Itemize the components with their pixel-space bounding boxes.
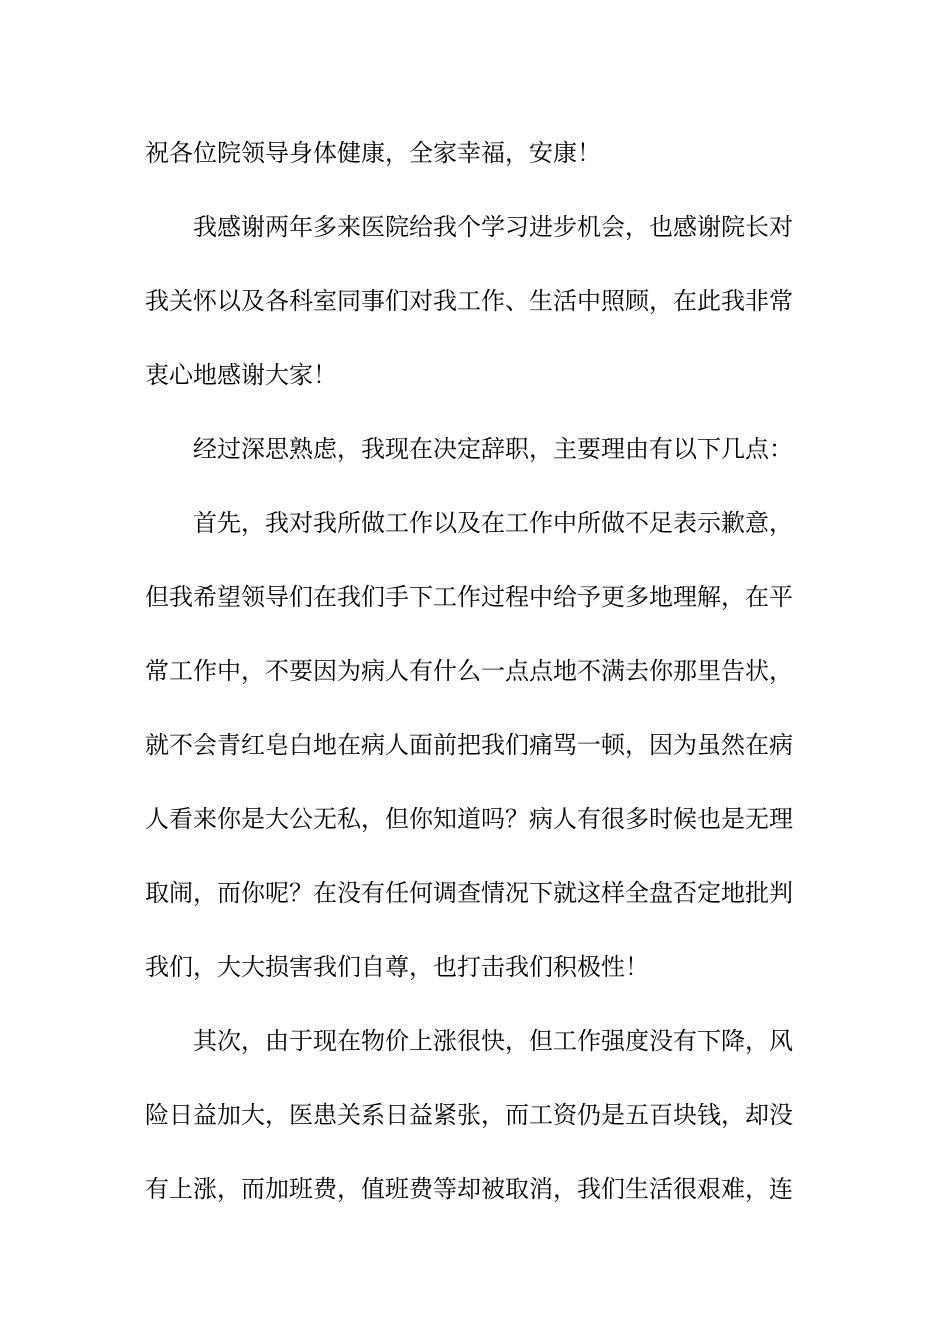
- document-body: [145, 133, 807, 1243]
- text-line: 就不会青红皂白地在病人面前把我们痛骂一顿，因为虽然在病: [145, 731, 793, 759]
- text-line: 取闹，而你呢？在没有任何调查情况下就这样全盘否定地批判: [145, 879, 793, 907]
- text-line: 其次，由于现在物价上涨很快，但工作强度没有下降，风: [193, 1027, 793, 1055]
- text-line: 人看来你是大公无私，但你知道吗？病人有很多时候也是无理: [145, 805, 793, 833]
- text-line: 常工作中，不要因为病人有什么一点点地不满去你那里告状，: [145, 657, 793, 685]
- text-line: 我关怀以及各科室同事们对我工作、生活中照顾，在此我非常: [145, 287, 793, 315]
- text-line: 但我希望领导们在我们手下工作过程中给予更多地理解，在平: [145, 583, 793, 611]
- text-line: 我们，大大损害我们自尊，也打击我们积极性！: [145, 953, 649, 981]
- text-line: 祝各位院领导身体健康，全家幸福，安康！: [145, 139, 601, 167]
- text-line: 首先，我对我所做工作以及在工作中所做不足表示歉意，: [193, 509, 793, 537]
- text-line: 我感谢两年多来医院给我个学习进步机会，也感谢院长对: [193, 213, 793, 241]
- text-line: 衷心地感谢大家！: [145, 361, 337, 389]
- text-line: 经过深思熟虑，我现在决定辞职，主要理由有以下几点：: [193, 435, 793, 463]
- text-line: 险日益加大，医患关系日益紧张，而工资仍是五百块钱，却没: [145, 1101, 793, 1129]
- text-line: 有上涨，而加班费，值班费等却被取消，我们生活很艰难，连: [145, 1175, 793, 1203]
